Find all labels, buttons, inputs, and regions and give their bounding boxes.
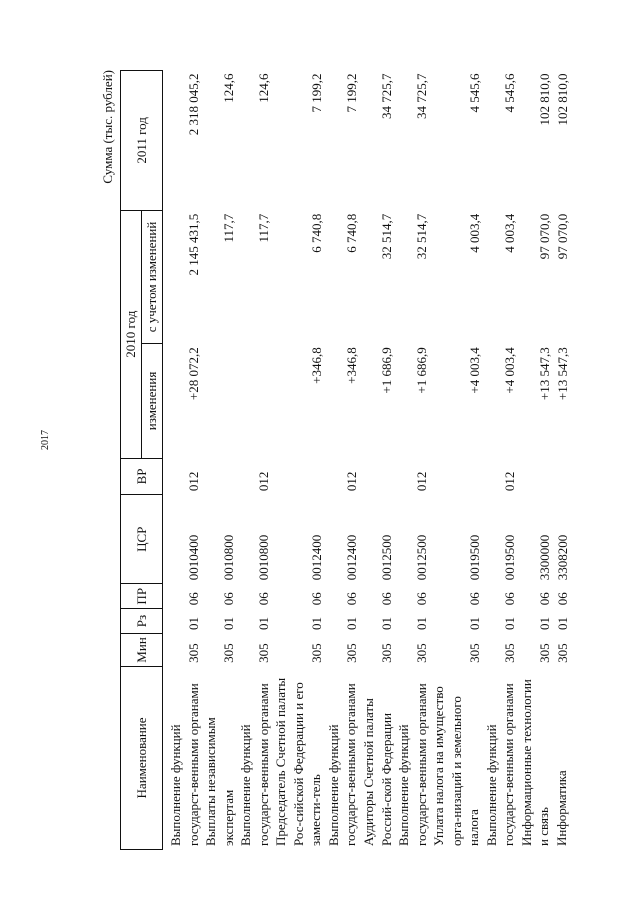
- row-pr: 06: [308, 592, 324, 606]
- row-name: Информатика: [554, 770, 570, 846]
- row-changes: +28 072,2: [186, 347, 202, 401]
- row-rz: 01: [414, 616, 430, 630]
- row-min: 305: [537, 643, 553, 663]
- row-changes: +13 547,3: [537, 347, 553, 401]
- row-name: Уплата налога на имущество орга-низаций и земельного налога: [431, 686, 482, 846]
- table-row: [483, 71, 518, 850]
- row-vr: [272, 458, 325, 494]
- header-year-2010: 2010 год: [121, 210, 142, 458]
- row-with-changes: 97 070,0: [554, 213, 570, 260]
- row-pr: 06: [344, 592, 360, 606]
- row-with-changes: 32 514,7: [414, 213, 430, 260]
- row-vr: 012: [256, 471, 272, 492]
- row-2011: 34 725,7: [414, 73, 430, 119]
- row-vr: [202, 458, 237, 494]
- row-rz: 01: [501, 616, 517, 630]
- row-vr: 012: [186, 471, 202, 492]
- row-name: Информационные технологии и связь: [518, 679, 552, 846]
- row-name: Выполнение функций государст-венными органами: [483, 683, 517, 846]
- row-pr: 06: [186, 592, 202, 606]
- row-min: 305: [554, 643, 570, 663]
- row-with-changes: 117,7: [221, 213, 237, 243]
- row-pr: 06: [537, 592, 553, 606]
- row-changes: +4 003,4: [501, 347, 517, 394]
- row-with-changes: 4 003,4: [466, 213, 482, 253]
- row-csr: 0012500: [414, 534, 430, 581]
- row-name: Председатель Счетной палаты Рос-сийской Федерации и его замести-тель: [273, 677, 324, 846]
- row-changes: [237, 344, 272, 458]
- page-number: 2017: [40, 430, 51, 450]
- row-csr: 0010400: [186, 534, 202, 581]
- row-rz: 01: [308, 616, 324, 630]
- row-csr: 0012500: [379, 534, 395, 581]
- row-min: 305: [466, 643, 482, 663]
- table-body: [163, 71, 571, 850]
- row-2011: 102 810,0: [554, 73, 570, 126]
- row-csr: 0012400: [344, 534, 360, 581]
- row-vr: 012: [501, 471, 517, 492]
- budget-table-sheet: [100, 70, 570, 850]
- row-min: 305: [414, 643, 430, 663]
- row-2011: 7 199,2: [308, 73, 324, 113]
- row-with-changes: 32 514,7: [379, 213, 395, 260]
- row-pr: 06: [221, 592, 237, 606]
- row-changes: +13 547,3: [554, 347, 570, 401]
- table-row: [360, 71, 395, 850]
- row-rz: 01: [344, 616, 360, 630]
- row-vr: [553, 458, 571, 494]
- row-2011: 2 318 045,2: [186, 73, 202, 136]
- header-year-2011: 2011 год: [121, 71, 163, 211]
- row-name: Выполнение функций государст-венными органами: [238, 683, 271, 846]
- row-min: 305: [221, 643, 237, 663]
- row-min: 305: [308, 643, 324, 663]
- row-with-changes: 117,7: [256, 213, 272, 243]
- row-rz: 01: [466, 616, 482, 630]
- header-changes: изменения: [142, 344, 163, 458]
- row-rz: 01: [186, 616, 202, 630]
- row-changes: +346,8: [308, 347, 324, 384]
- row-pr: 06: [501, 592, 517, 606]
- header-with-changes: с учетом изменений: [142, 210, 163, 344]
- row-vr: 012: [344, 471, 360, 492]
- row-pr: 06: [554, 592, 570, 606]
- row-pr: 06: [379, 592, 395, 606]
- table-row: [395, 71, 430, 850]
- budget-table: [120, 70, 571, 850]
- row-rz: 01: [554, 616, 570, 630]
- row-2011: 124,6: [256, 73, 272, 103]
- row-changes: +4 003,4: [466, 347, 482, 394]
- row-rz: 01: [256, 616, 272, 630]
- row-name: Выполнение функций государст-венными органами: [168, 683, 201, 846]
- row-with-changes: 4 003,4: [501, 213, 517, 253]
- row-vr: [360, 458, 395, 494]
- row-csr: 3300000: [537, 534, 553, 581]
- table-row: [163, 71, 203, 850]
- row-pr: 06: [256, 592, 272, 606]
- row-2011: 34 725,7: [379, 73, 395, 119]
- row-with-changes: 97 070,0: [537, 213, 553, 260]
- row-pr: 06: [414, 592, 430, 606]
- table-row: [272, 71, 325, 850]
- table-row: [518, 71, 553, 850]
- row-name: Аудиторы Счетной палаты Россий-ской Федерации: [361, 698, 394, 846]
- header-pr: ПР: [121, 584, 163, 609]
- row-rz: 01: [379, 616, 395, 630]
- row-changes: [202, 344, 237, 458]
- header-csr: ЦСР: [121, 495, 163, 584]
- header-vr: ВР: [121, 458, 163, 494]
- row-2011: 4 545,6: [501, 73, 517, 113]
- table-row: [553, 71, 571, 850]
- row-vr: 012: [414, 471, 430, 492]
- row-vr: [518, 458, 553, 494]
- row-changes: +346,8: [344, 347, 360, 384]
- row-with-changes: 6 740,8: [344, 213, 360, 253]
- row-min: 305: [501, 643, 517, 663]
- row-csr: 0019500: [466, 534, 482, 581]
- row-2011: 4 545,6: [466, 73, 482, 113]
- row-min: 305: [186, 643, 202, 663]
- table-row: [325, 71, 360, 850]
- row-vr: [430, 458, 483, 494]
- row-rz: 01: [221, 616, 237, 630]
- header-min: Мин: [121, 633, 163, 666]
- row-with-changes: 6 740,8: [308, 213, 324, 253]
- row-changes: +1 686,9: [414, 347, 430, 394]
- row-csr: 0010800: [221, 534, 237, 581]
- row-csr: 0012400: [308, 534, 324, 581]
- table-row: [430, 71, 483, 850]
- row-2011: 124,6: [221, 73, 237, 103]
- row-name: Выплаты независимым экспертам: [203, 717, 236, 846]
- row-csr: 0019500: [501, 534, 517, 581]
- table-row: [202, 71, 237, 850]
- row-2011: 7 199,2: [344, 73, 360, 113]
- row-csr: 0010800: [256, 534, 272, 581]
- row-pr: 06: [466, 592, 482, 606]
- row-name: Выполнение функций государст-венными органами: [325, 683, 359, 846]
- row-with-changes: 2 145 431,5: [186, 213, 202, 276]
- row-min: 305: [379, 643, 395, 663]
- header-rz: Рз: [121, 609, 163, 634]
- row-rz: 01: [537, 616, 553, 630]
- row-2011: 102 810,0: [537, 73, 553, 126]
- header-name: Наименование: [121, 666, 163, 849]
- row-csr: 3308200: [554, 534, 570, 581]
- table-row: [237, 71, 272, 850]
- unit-caption: Сумма (тыс. рублей): [100, 70, 115, 184]
- row-min: 305: [256, 643, 272, 663]
- row-min: 305: [344, 643, 360, 663]
- row-changes: +1 686,9: [379, 347, 395, 394]
- row-name: Выполнение функций государст-венными органами: [396, 683, 429, 846]
